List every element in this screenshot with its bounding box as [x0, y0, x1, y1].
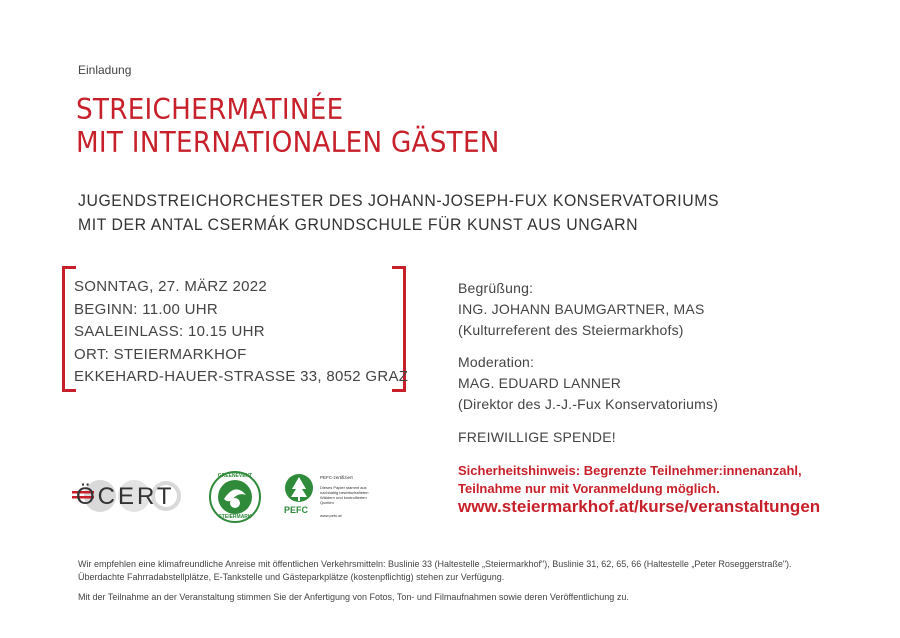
pefc-logo: [284, 473, 384, 523]
pefc-bottom-text: www.pefc.at: [320, 513, 342, 518]
eyebrow-label: Einladung: [78, 63, 132, 77]
green-event-top-text: GREENEVENT: [217, 473, 253, 479]
event-address: EKKEHARD-HAUER-STRASSE 33, 8052 GRAZ: [74, 368, 409, 385]
oecert-logo-text: ÖCERT: [76, 483, 175, 510]
footer-line-2: Überdachte Fahrradabstellplätze, E-Tankstelle und Gästeparkplätze (kostenpflichtig) stehen zur Verfügung.: [78, 572, 505, 582]
moderation-role: (Direktor des J.-J.-Fux Konservatoriums): [458, 396, 719, 412]
footer-line-1: Wir empfehlen eine klimafreundliche Anreise mit öffentlichen Verkehrsmitteln: Buslinie 33 (Haltestelle „Steiermarkhof"), Buslinie 31, 62, 65, 66 (Haltestelle „Peter Roseggerstraße").: [78, 559, 792, 569]
pefc-top-text: PEFC-zertifiziert: [320, 475, 353, 480]
event-date: SONNTAG, 27. MÄRZ 2022: [74, 278, 268, 295]
footer-transport: [78, 558, 792, 584]
oecert-logo: [72, 477, 182, 515]
event-start: BEGINN: 11.00 UHR: [74, 300, 219, 318]
greeting-role: (Kulturreferent des Steiermarkhofs): [458, 322, 684, 338]
moderation-block: [458, 352, 718, 415]
page-title: [76, 93, 500, 159]
pefc-small-text: Dieses Papier stammt aus nachhaltig bewirtschafteten Wäldern und kontrollierten Quellen: [320, 485, 369, 505]
pefc-tree-icon: [284, 473, 314, 505]
title-line-1: STREICHERMATINÉE: [76, 93, 344, 126]
footer-consent: Mit der Teilnahme an der Veranstaltung stimmen Sie der Anfertigung von Fotos, Ton- und Filmaufnahmen sowie deren Veröffentlichung zu.: [78, 592, 629, 602]
green-event-bottom-text: STEIERMARK: [218, 514, 252, 520]
safety-notice-line-2: Teilnahme nur mit Voranmeldung möglich.: [458, 481, 720, 496]
moderation-label: Moderation:: [458, 354, 535, 370]
title-line-2: MIT INTERNATIONALEN GÄSTEN: [76, 126, 500, 159]
green-event-logo: [208, 470, 262, 524]
donation-note: FREIWILLIGE SPENDE!: [458, 429, 616, 445]
subtitle: [78, 189, 719, 237]
safety-notice-line-1: Sicherheitshinweis: Begrenzte Teilnehmer:innenanzahl,: [458, 463, 802, 478]
subtitle-line-2: MIT DER ANTAL CSERMÁK GRUNDSCHULE FÜR KUNST AUS UNGARN: [78, 215, 639, 234]
moderation-name: MAG. EDUARD LANNER: [458, 375, 622, 391]
pefc-logo-text: PEFC: [284, 505, 309, 515]
greeting-name: ING. JOHANN BAUMGARTNER, MAS: [458, 301, 705, 317]
event-location: ORT: STEIERMARKHOF: [74, 345, 247, 363]
safety-notice: [458, 462, 802, 498]
event-admission: SAALEINLASS: 10.15 UHR: [74, 323, 265, 340]
greeting-block: [458, 278, 704, 341]
greeting-label: Begrüßung:: [458, 280, 534, 296]
event-url-link[interactable]: www.steiermarkhof.at/kurse/veranstaltungen: [458, 497, 821, 516]
event-details: [74, 276, 408, 389]
subtitle-line-1: JUGENDSTREICHORCHESTER DES JOHANN-JOSEPH-FUX KONSERVATORIUMS: [78, 191, 720, 210]
